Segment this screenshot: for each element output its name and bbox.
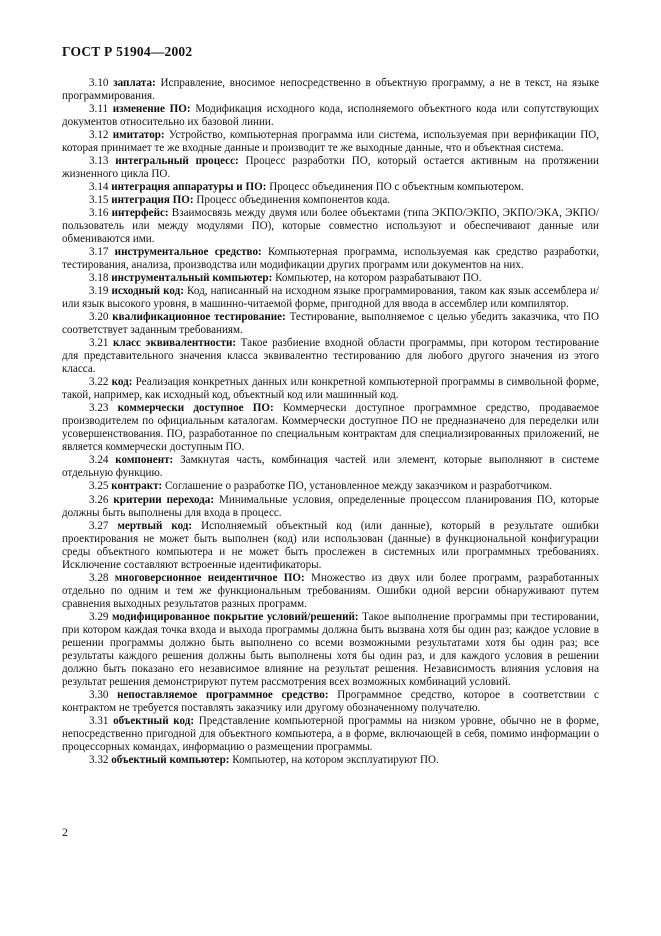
entry-term: инструментальное средство:: [114, 246, 262, 259]
entry-term: имитатор:: [112, 129, 165, 142]
entry-number: 3.24: [89, 454, 109, 467]
definition-entry: [62, 311, 599, 337]
definition-entry: [62, 337, 599, 376]
entry-term: исходный код:: [111, 285, 184, 298]
definition-entry: [62, 246, 599, 272]
entry-term: объектный код:: [113, 714, 195, 727]
entry-term: мертвый код:: [117, 519, 193, 532]
entry-number: 3.17: [89, 246, 109, 259]
entry-term: объектный компьютер:: [111, 753, 230, 766]
entry-term: контракт:: [111, 480, 163, 493]
definition-entry: [62, 494, 599, 520]
entry-term: инструментальный компьютер:: [111, 272, 273, 285]
entry-number: 3.26: [89, 493, 109, 506]
definition-entry: [62, 689, 599, 715]
entry-text: Программное средство, которое в соответствии с контрактом не требуется поставлять заказчику или другому обозначенному получателю.: [62, 688, 599, 714]
entry-text: Такое разбиение входной области программы, при котором тестирование для представительного значения класса эквивалентно тестированию для любого другого значения из этого класса.: [62, 337, 599, 376]
definition-entry: [62, 402, 599, 454]
definition-entry: [62, 103, 599, 129]
entry-term: модифицированное покрытие условий/решений:: [112, 610, 359, 623]
definition-entry: [62, 454, 599, 480]
entry-number: 3.14: [89, 181, 109, 194]
definition-entry: [62, 129, 599, 155]
definition-entry: [62, 207, 599, 246]
definition-entry: [62, 480, 599, 493]
entry-number: 3.12: [89, 129, 109, 142]
entry-number: 3.25: [89, 480, 109, 493]
entry-number: 3.15: [89, 194, 109, 207]
page-header: ГОСТ Р 51904—2002: [62, 44, 193, 59]
entry-term: компонент:: [115, 454, 174, 467]
entry-text: Коммерчески доступное программное средство, продаваемое производителем по официальным каталогам. Коммерчески доступное ПО не предназначено для переделки или усовершенствования. ПО, разработанное по специальным контрактам для специализированных приложений, не является коммерчески доступным ПО.: [62, 402, 599, 454]
entry-text: Соглашение о разработке ПО, установленное между заказчиком и разработчиком.: [165, 480, 553, 493]
entry-text: Процесс разработки ПО, который остается активным на протяжении жизненного цикла ПО.: [62, 155, 599, 181]
entry-term: заплата:: [113, 77, 156, 89]
entry-text: Реализация конкретных данных или конкретной компьютерной программы в символьной форме, такой, например, как исходный код, объектный код или машинный код.: [62, 376, 599, 402]
entry-text: Модификация исходного кода, исполняемого объектного кода или сопутствующих документов относительно их базовой линии.: [62, 103, 599, 129]
definition-entry: [62, 155, 599, 181]
entry-term: интеграция аппаратуры и ПО:: [111, 181, 267, 194]
definition-entry: [62, 754, 599, 767]
entry-number: 3.32: [89, 753, 109, 766]
entry-text: Код, написанный на исходном языке программирования, таком как язык ассемблера и/или язык высокого уровня, в машинно-читаемой форме, пригодной для ввода в ассемблер или компилятор.: [62, 285, 599, 311]
entry-term: интерфейс:: [111, 207, 169, 220]
definition-entry: [62, 520, 599, 572]
entry-term: квалификационное тестирование:: [112, 311, 286, 324]
entry-text: Взаимосвязь между двумя или более объектами (типа ЭКПО/ЭКПО, ЭКПО/ЭКА, ЭКПО/пользователь или между модулями ПО), которые совместно используют и обеспечивают данные или обмениваются ими.: [62, 207, 599, 246]
entry-text: Представление компьютерной программы на низком уровне, обычно не в форме, непосредственно пригодной для объектного компьютера, а в форме, включающей в себя, помимо информации о процессорных командах, информацию о размещении программы.: [62, 714, 599, 753]
entry-term: код:: [111, 376, 133, 389]
entry-number: 3.27: [89, 519, 109, 532]
entry-text: Такое выполнение программы при тестировании, при котором каждая точка входа и выхода программы должна быть вызвана хотя бы один раз; каждое условие в решении программы должно быть выполнено со всеми возможными результатами хотя бы один раз; все результаты каждого решения должны быть выполнены хотя бы один раз, и для каждого условия в решении должно быть показано его независимое влияние на результат решения. Независимость влияния условия на результат решения демонстрируют путем рассмотрения всех возможных комбинаций условий.: [62, 610, 600, 688]
definition-entry: [62, 285, 599, 311]
entry-text: Тестирование, выполняемое с целью убедить заказчика, что ПО соответствует заданным требованиям.: [62, 311, 600, 337]
entry-number: 3.29: [89, 610, 109, 623]
entry-number: 3.30: [89, 688, 109, 701]
entry-number: 3.13: [89, 155, 109, 168]
entry-text: Процесс объединения ПО с объектным компьютером.: [269, 181, 524, 194]
entry-text: Процесс объединения компонентов кода.: [196, 194, 391, 207]
definition-entry: [62, 611, 599, 689]
entry-number: 3.20: [89, 311, 109, 324]
entry-text: Минимальные условия, определенные процессом планирования ПО, которые должны быть выполнены для входа в процесс.: [62, 493, 599, 519]
page-number: 2: [62, 825, 68, 839]
entry-term: многоверсионное неидентичное ПО:: [114, 571, 305, 584]
definition-entry: [62, 376, 599, 402]
entry-number: 3.22: [89, 376, 109, 389]
entry-number: 3.31: [89, 714, 109, 727]
entry-number: 3.19: [89, 285, 109, 298]
entry-text: Компьютер, на котором эксплуатируют ПО.: [232, 753, 439, 766]
entry-term: интегральный процесс:: [115, 155, 239, 168]
definition-entry: [62, 272, 599, 285]
entry-text: Замкнутая часть, комбинация частей или элемент, которые выполняют в системе отдельную функцию.: [62, 454, 599, 480]
entry-number: 3.18: [89, 272, 109, 285]
entry-term: коммерчески доступное ПО:: [117, 402, 274, 415]
entry-text: Исполняемый объектный код (или данные), который в результате ошибки проектирования не может быть выполнен (код) или использован (данные) в функциональной конфигурации среды объектного компьютера и не может быть прослежен в системных или программных требованиях. Исключение составляют встроенные идентификаторы.: [62, 519, 599, 571]
definition-entry: [62, 77, 599, 103]
entry-text: Исправление, вносимое непосредственно в объектную программу, а не в текст, на языке программирования.: [62, 77, 600, 103]
entry-number: 3.28: [89, 571, 109, 584]
definition-entry: [62, 572, 599, 611]
definition-entry: [62, 181, 599, 194]
definition-entry: [62, 715, 599, 754]
definition-entry: [62, 194, 599, 207]
entry-text: Компьютер, на котором разрабатывают ПО.: [275, 272, 482, 285]
entry-term: изменение ПО:: [112, 103, 191, 116]
entry-number: 3.10: [89, 77, 109, 89]
entry-number: 3.23: [89, 402, 109, 415]
entry-text: Устройство, компьютерная программа или система, используемая при верификации ПО, которая принимает те же входные данные и производит те же выходные данные, что и объектная система.: [62, 129, 600, 155]
entry-term: класс эквивалентности:: [112, 337, 237, 350]
entry-text: Множество из двух или более программ, разработанных отдельно по одним и тем же функциональным требованиям. Ошибки одной версии обнаруживают путем сравнения выходных результатов разных программ.: [62, 571, 599, 610]
entry-number: 3.11: [89, 103, 109, 116]
entry-term: непоставляемое программное средство:: [117, 688, 329, 701]
entry-text: Компьютерная программа, используемая как средство разработки, тестирования, анализа, производства или модификации других программ или документов на них.: [62, 246, 599, 272]
definitions-list: [62, 77, 599, 767]
entry-number: 3.21: [89, 337, 109, 350]
entry-term: интеграция ПО:: [111, 194, 194, 207]
entry-number: 3.16: [89, 207, 109, 220]
entry-term: критерии перехода:: [113, 493, 215, 506]
